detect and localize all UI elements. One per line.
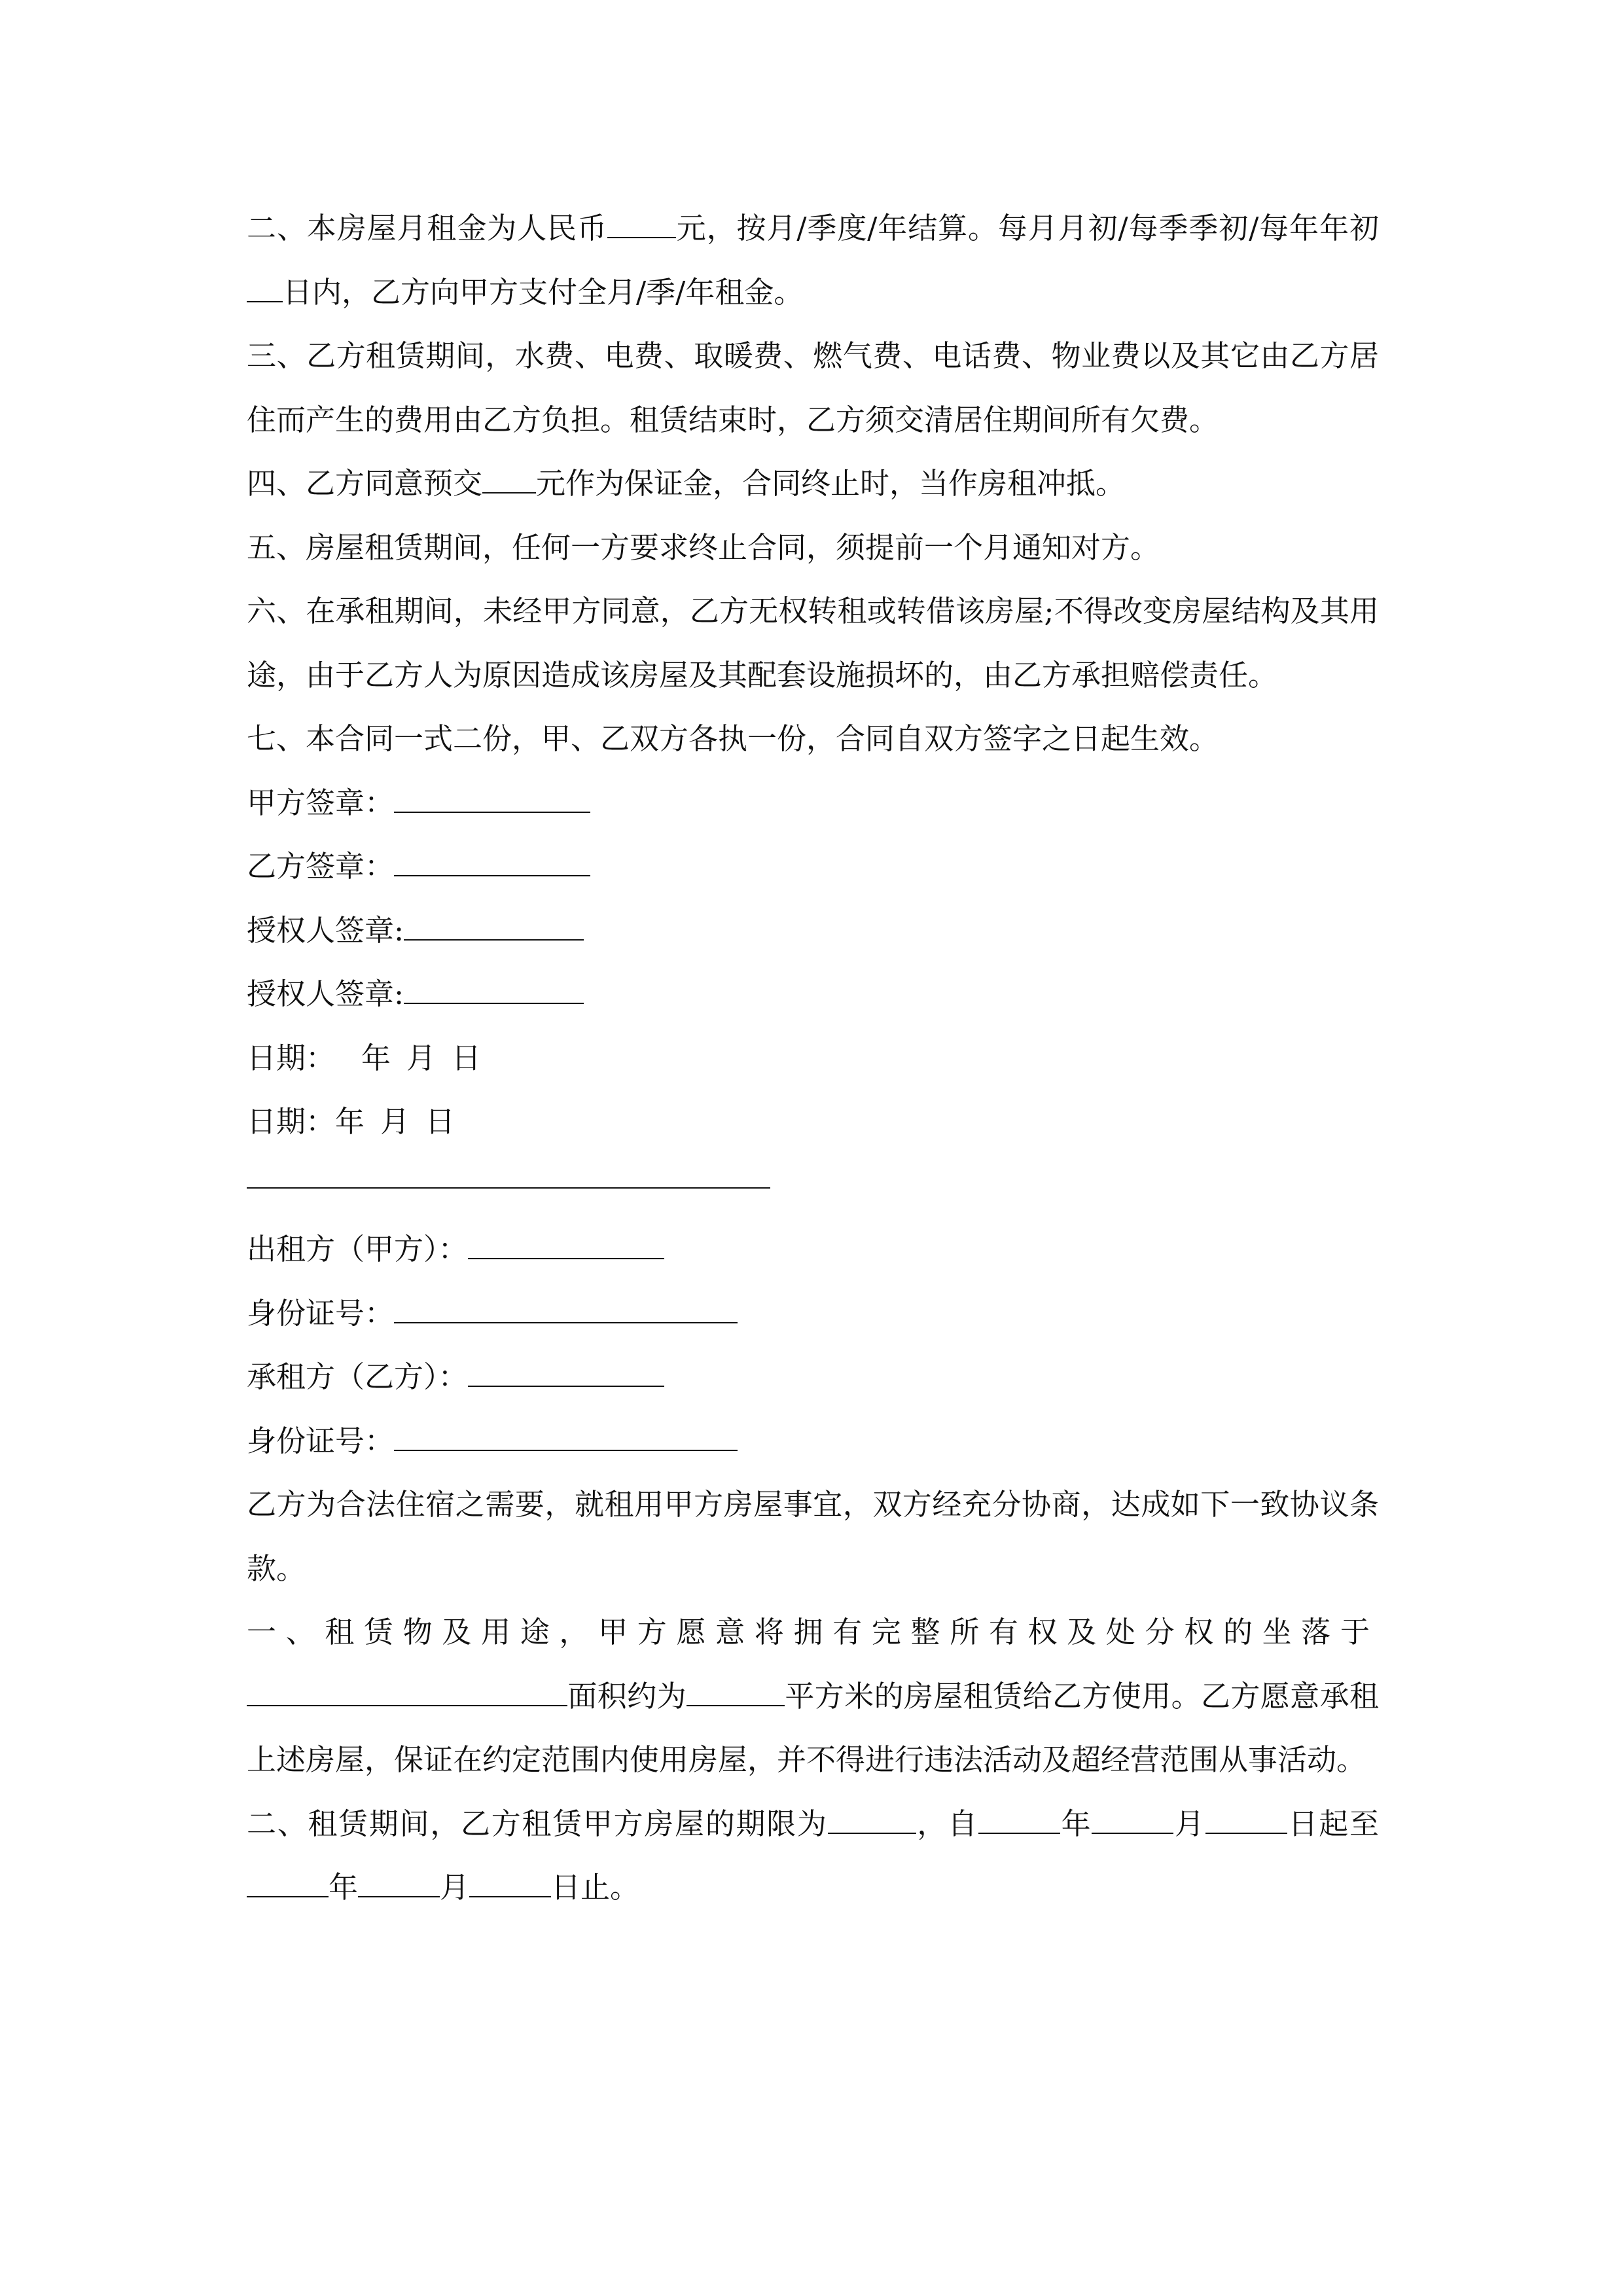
day-label: 日 <box>425 1104 455 1139</box>
year-label: 年 <box>329 1870 359 1905</box>
label: 授权人签章: <box>247 977 404 1011</box>
clause-rent <box>247 196 1379 324</box>
text: 二、本房屋月租金为人民币 <box>247 211 607 245</box>
signature-party-a <box>247 771 1379 835</box>
text: 二、租赁期间，乙方租赁甲方房屋的期限为 <box>247 1806 828 1841</box>
date-line-2 <box>247 1090 1379 1154</box>
day-label: 日 <box>452 1040 482 1075</box>
text: 日内，乙方向甲方支付全月/季/年租金。 <box>283 274 804 310</box>
id-line-1 <box>247 1282 1379 1346</box>
label: 身份证号： <box>247 1423 395 1458</box>
text: 起至 <box>1319 1806 1379 1841</box>
clause-termination: 五、房屋租赁期间，任何一方要求终止合同，须提前一个月通知对方。 <box>247 529 1160 565</box>
end-month-blank <box>358 1870 440 1897</box>
intro-paragraph: 乙方为合法住宿之需要，就租用甲方房屋事宜，双方经充分协商，达成如下一致协议条款。 <box>247 1487 1379 1586</box>
contract-body <box>247 196 1379 1920</box>
label: 甲方签章： <box>247 785 395 820</box>
year-label: 年 <box>335 1104 365 1139</box>
signature-blank <box>394 785 590 813</box>
month-label: 月 <box>1173 1806 1205 1841</box>
year-label: 年 <box>1060 1806 1092 1841</box>
address-blank <box>247 1679 567 1706</box>
month-label: 月 <box>440 1870 470 1905</box>
label: 日期： <box>247 1040 336 1075</box>
signature-blank <box>394 849 590 876</box>
end-phrase: 日止。 <box>551 1870 640 1905</box>
label: 日期： <box>247 1104 336 1139</box>
text: 元作为保证金，合同终止时，当作房租冲抵。 <box>536 466 1126 501</box>
deposit-blank <box>482 466 536 493</box>
start-day-blank <box>1205 1806 1287 1834</box>
rent-amount-blank <box>607 211 676 238</box>
clause-premises <box>247 1600 1379 1792</box>
section-divider <box>247 1154 1379 1218</box>
month-label: 月 <box>380 1104 410 1139</box>
id-number-blank <box>394 1424 738 1451</box>
lessee-line <box>247 1345 1379 1409</box>
payment-days-blank <box>247 275 283 302</box>
text: 四、乙方同意预交 <box>247 466 483 501</box>
label: 身份证号： <box>247 1295 395 1331</box>
signature-authorized-1 <box>247 899 1379 963</box>
day-label: 日 <box>551 1870 581 1905</box>
clause-term <box>247 1792 1379 1920</box>
clause-fees: 三、乙方租赁期间，水费、电费、取暖费、燃气费、电话费、物业费以及其它由乙方居住而产生的费用由乙方负担。租赁结束时，乙方须交清居住期间所有欠费。 <box>247 338 1379 437</box>
id-number-blank <box>394 1296 738 1323</box>
signature-authorized-2 <box>247 962 1379 1026</box>
id-line-2 <box>247 1409 1379 1473</box>
label: 乙方签章： <box>247 849 395 884</box>
area-blank <box>687 1679 785 1706</box>
signature-blank <box>404 913 584 941</box>
lessor-line <box>247 1217 1379 1282</box>
divider-line <box>247 1187 770 1189</box>
text: 元，按月/季度/年结算。每月月初/每季季初/每年年初 <box>675 211 1379 245</box>
start-month-blank <box>1092 1806 1173 1834</box>
text: 平方米的房屋租赁给乙方使用。乙方愿意承租上述房屋，保证在约定范围内使用房屋，并不得进行违法活动及超经营范围从事活动。 <box>247 1678 1379 1777</box>
text: 面积约为 <box>567 1678 687 1713</box>
year-label: 年 <box>361 1040 391 1075</box>
text: 一、租赁物及用途，甲方愿意将拥有完整所有权及处分权的坐落于 <box>247 1615 1379 1649</box>
clause-copies: 七、本合同一式二份，甲、乙双方各执一份，合同自双方签字之日起生效。 <box>247 721 1219 756</box>
month-label: 月 <box>406 1040 437 1075</box>
end-year-blank <box>247 1870 329 1897</box>
lessor-blank <box>468 1232 664 1259</box>
signature-party-b <box>247 834 1379 899</box>
label: 出租方（甲方）： <box>247 1232 468 1266</box>
signature-blank <box>404 977 584 1004</box>
start-year-blank <box>978 1806 1060 1834</box>
label: 承租方（乙方）： <box>247 1359 468 1394</box>
clause-sublet: 六、在承租期间，未经甲方同意，乙方无权转租或转借该房屋;不得改变房屋结构及其用途，由于乙方人为原因造成该房屋及其配套设施损坏的，由乙方承担赔偿责任。 <box>247 594 1379 692</box>
clause-deposit <box>247 452 1379 516</box>
lessee-blank <box>468 1359 664 1387</box>
day-label: 日 <box>1287 1806 1319 1841</box>
term-blank <box>828 1806 916 1834</box>
date-line-1 <box>247 1026 1379 1090</box>
text: ，自 <box>916 1806 978 1841</box>
label: 授权人签章: <box>247 912 404 948</box>
end-day-blank <box>469 1870 551 1897</box>
